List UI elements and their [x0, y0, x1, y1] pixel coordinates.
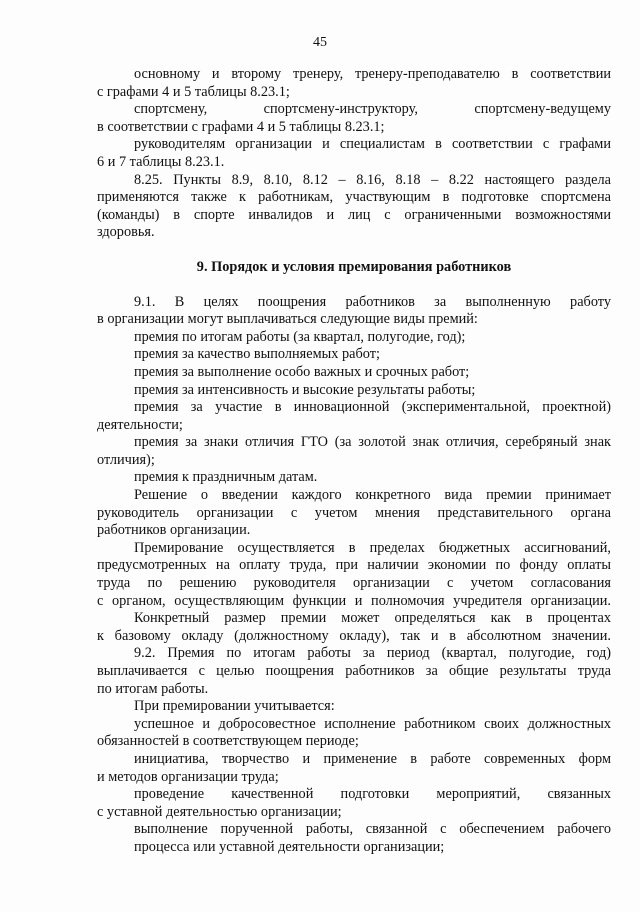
text-line: При премировании учитывается:	[134, 698, 335, 715]
text-line: работников организации.	[97, 522, 251, 539]
document-body	[97, 66, 611, 857]
text-line: 6 и 7 таблицы 8.23.1.	[97, 153, 225, 170]
text-line: 8.25. Пункты 8.9, 8.10, 8.12 – 8.16, 8.18 – 8.22 настоящего раздела	[134, 171, 611, 188]
text-line: Премирование осуществляется в пределах бюджетных ассигнований,	[134, 539, 611, 556]
text-line: премия к праздничным датам.	[134, 469, 318, 486]
text-line: в организации могут выплачиваться следующие виды премий:	[97, 311, 478, 328]
text-line: основному и второму тренеру, тренеру-преподавателю в соответствии	[134, 66, 611, 82]
text-line: применяются также к работникам, участвующим в подготовке спортсмена	[97, 189, 611, 206]
text-line: премия за качество выполняемых работ;	[134, 346, 380, 363]
text-line: здоровья.	[97, 224, 155, 241]
text-line: процесса или уставной деятельности организации;	[134, 838, 445, 855]
text-line: отличия);	[97, 451, 155, 468]
text-line: выполнение порученной работы, связанной с обеспечением рабочего	[134, 821, 611, 838]
text-line: с органом, осуществляющим функции и полномочия учредителя организации.	[97, 592, 611, 609]
page-number: 45	[313, 35, 327, 50]
text-line: премия по итогам работы (за квартал, полугодие, год);	[134, 328, 466, 345]
spacer	[97, 242, 611, 259]
text-line: с графами 4 и 5 таблицы 8.23.1;	[97, 83, 290, 100]
spacer	[97, 277, 611, 294]
text-line: Решение о введении каждого конкретного вида премии принимает	[134, 487, 611, 504]
text-line: в соответствии с графами 4 и 5 таблицы 8.23.1;	[97, 118, 385, 135]
text-line: премия за интенсивность и высокие результаты работы;	[134, 381, 476, 398]
text-line: 9.2. Премия по итогам работы за период (квартал, полугодие, год)	[134, 645, 611, 662]
text-line: по итогам работы.	[97, 680, 209, 697]
text-line: труда по решению руководителя организации с учетом согласования	[97, 575, 611, 592]
text-line: Конкретный размер премии может определяться как в процентах	[134, 610, 611, 627]
text-line: руководитель организации с учетом мнения представительного органа	[97, 504, 611, 521]
text-line: деятельности;	[97, 416, 183, 433]
text-line: предусмотренных на оплату труда, при наличии экономии по фонду оплаты	[97, 557, 611, 574]
section-heading: 9. Порядок и условия премирования работников	[196, 258, 512, 275]
text-line: успешное и добросовестное исполнение работником своих должностных	[134, 715, 611, 732]
text-line: премия за участие в инновационной (экспериментальной, проектной)	[134, 399, 611, 416]
text-line: к базовому окладу (должностному окладу), так и в абсолютном значении.	[97, 627, 611, 644]
text-line: премия за знаки отличия ГТО (за золотой знак отличия, серебряный знак	[134, 434, 611, 451]
section-9-paragraphs	[97, 294, 611, 857]
text-line: и методов организации труда;	[97, 768, 279, 785]
text-line: выплачивается с целью поощрения работников за общие результаты труда	[97, 663, 611, 679]
text-line: с уставной деятельностью организации;	[97, 803, 342, 820]
text-line: проведение качественной подготовки мероприятий, связанных	[134, 786, 611, 803]
text-line: руководителям организации и специалистам в соответствии с графами	[134, 136, 611, 153]
text-line: 9.1. В целях поощрения работников за выполненную работу	[134, 293, 611, 310]
text-line: (команды) в спорте инвалидов и лиц с ограниченными возможностями	[97, 206, 611, 223]
top-paragraphs	[97, 66, 611, 242]
text-line: спортсмену, спортсмену-инструктору, спортсмену-ведущему	[134, 101, 611, 118]
text-line: премия за выполнение особо важных и срочных работ;	[134, 363, 470, 380]
text-line: обязанностей в соответствующем периоде;	[97, 733, 359, 750]
text-line: инициатива, творчество и применение в работе современных форм	[134, 750, 611, 767]
